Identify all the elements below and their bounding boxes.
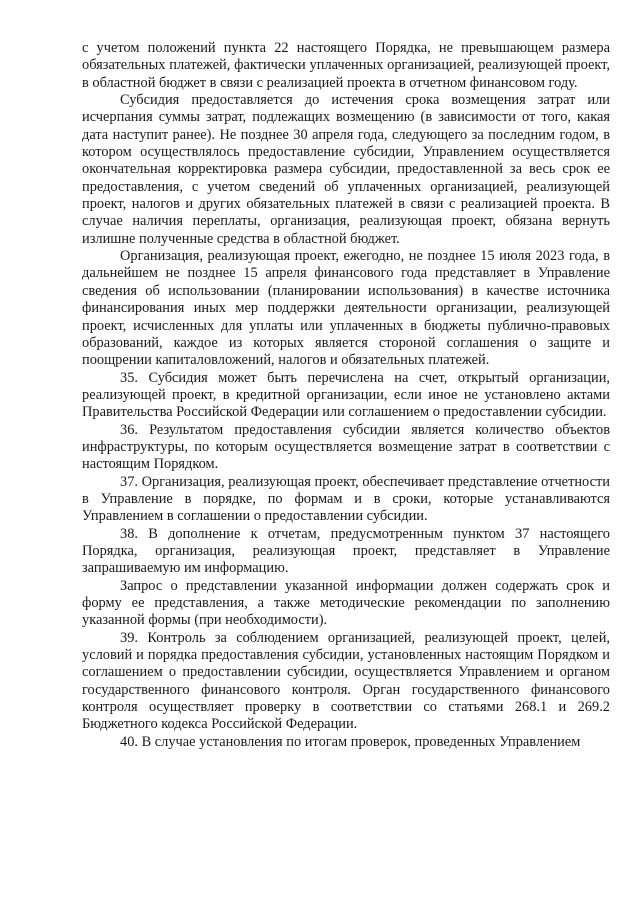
paragraph-37: 37. Организация, реализующая проект, обеспечивает представление отчетности в Управление в порядке, по формам и в сроки, которые устанавливаются Управлением в соглашении о предоставлении субсидии. xyxy=(82,473,610,525)
paragraph-3: Организация, реализующая проект, ежегодно, не позднее 15 июля 2023 года, в дальнейшем не позднее 15 апреля финансового года представляет в Управление сведения об использовании (планировании использования) в качестве источника финансирования иных мер поддержки деятельности организации, реализующей проект, исчисленных для уплаты или уплаченных в бюджеты публично-правовых образований, каждое из которых является стороной соглашения о защите и поощрении капиталовложений, налогов и обязательных платежей. xyxy=(82,248,610,369)
paragraph-38-request: Запрос о представлении указанной информации должен содержать срок и форму ее представления, а также методические рекомендации по заполнению указанной формы (при необходимости). xyxy=(82,577,610,629)
paragraph-36: 36. Результатом предоставления субсидии является количество объектов инфраструктуры, по которым осуществляется возмещение затрат в соответствии с настоящим Порядком. xyxy=(82,421,610,473)
paragraph-2: Субсидия предоставляется до истечения срока возмещения затрат или исчерпания суммы затрат, подлежащих возмещению (в зависимости от того, какая дата наступит ранее). Не позднее 30 апреля года, следующего за последним годом, в котором осуществлялось предоставление субсидии, Управлением осуществляется окончательная корректировка размера субсидии, предоставленной за весь срок ее предоставления, с учетом сведений об уплаченных организацией, реализующей проект, налогов и других обязательных платежей в связи с реализацией проекта. В случае наличия переплаты, организация, реализующая проект, обязана вернуть излишне полученные средства в областной бюджет. xyxy=(82,92,610,247)
paragraph-35: 35. Субсидия может быть перечислена на счет, открытый организации, реализующей проект, в кредитной организации, если иное не установлено актами Правительства Российской Федерации или соглашением о предоставлении субсидии. xyxy=(82,369,610,421)
document-body xyxy=(82,40,610,751)
paragraph-39: 39. Контроль за соблюдением организацией, реализующей проект, целей, условий и порядка предоставления субсидии, установленных настоящим Порядком и соглашением о предоставлении субсидии, осуществляется Управлением и органом государственного финансового контроля. Орган государственного финансового контроля осуществляет проверку в соответствии со статьями 268.1 и 269.2 Бюджетного кодекса Российской Федерации. xyxy=(82,629,610,733)
paragraph-38: 38. В дополнение к отчетам, предусмотренным пунктом 37 настоящего Порядка, организация, реализующая проект, представляет в Управление запрашиваемую им информацию. xyxy=(82,525,610,577)
paragraph-40: 40. В случае установления по итогам проверок, проведенных Управлением xyxy=(120,733,581,750)
paragraph-1: с учетом положений пункта 22 настоящего Порядка, не превышающем размера обязательных платежей, фактически уплаченных организацией, реализующей проект, в областной бюджет в связи с реализацией проекта в отчетном финансовом году. xyxy=(82,40,610,91)
